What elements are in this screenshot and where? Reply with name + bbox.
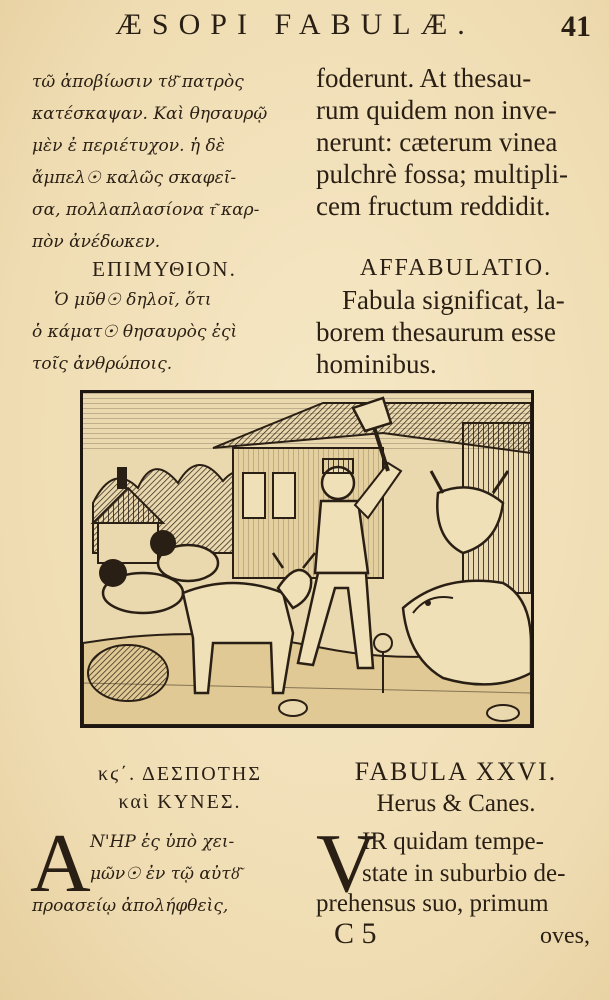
latin-dropcap: V [316,817,377,910]
latin-line: nerunt: cæterum vinea [316,127,558,157]
greek-line: προασείῳ ἀπολήφθεὶς, [32,896,229,916]
latin-upper-text [316,62,596,222]
latin-moral [316,252,596,380]
page-number: 41 [561,10,591,43]
latin-line: IR quidam tempe- [362,828,544,855]
greek-heading-line: καὶ ΚΥΝΕΣ. [118,791,242,813]
greek-upper-text [32,66,297,258]
greek-line: πὸν ἀνέδωκεν. [32,232,161,252]
latin-line: hominibus. [316,349,437,379]
greek-line: σα, πολλαπλασίονα τ͂ καρ- [32,200,260,220]
greek-line: Ν'ΗΡ ἐς ὑπὸ χει- [90,832,235,852]
signature-mark: C 5 [334,917,377,950]
greek-dropcap: A [30,817,91,910]
woodcut-drawing [83,393,531,725]
greek-line: τοῖς ἀνθρώποις. [32,354,173,374]
running-title: ÆSOPI FABULÆ. [115,8,475,41]
latin-line: rum quidem non inve- [316,95,557,125]
latin-line: pulchrè fossa; multipli- [316,159,568,189]
greek-line: μὲν ἐ περιέτυχον. ἡ δὲ [32,136,225,156]
latin-line: borem thesaurum esse [316,317,556,347]
latin-line: cem fructum reddidit. [316,191,551,221]
catchword: oves, [540,923,590,949]
greek-line: τῶ ἀποβίωσιν τȣ͂ πατρὸς [32,72,244,92]
latin-line: Fabula significat, la- [342,285,565,315]
greek-line: ὁ κάματ☉ θησαυρὸς ἐςὶ [32,322,238,342]
latin-fable-heading [316,756,596,820]
latin-fable-text [362,826,598,890]
latin-line: prehensus suo, primum [316,890,549,917]
greek-heading-line: κϛ΄. ΔΕΣΠΟΤΗΣ [98,763,262,785]
greek-line: κατέσκαψαν. Καὶ θησαυρῷ [32,104,268,124]
latin-line: foderunt. At thesau- [316,63,532,93]
greek-moral-heading: ΕΠΙΜΥΘΙΟΝ. [92,257,237,281]
greek-fable-heading [60,760,300,816]
greek-line: ἄμπελ☉ καλῶς σκαφεῖ- [32,168,237,188]
latin-line: state in suburbio de- [362,860,566,887]
greek-line: μῶν☉ ἐν τῷ αὐτȣ͂ [90,864,240,884]
greek-line: Ὁ μῦθ☉ δηλοῖ, ὅτι [54,290,212,310]
greek-moral [32,254,297,380]
latin-heading-line: FABULA XXVI. [354,757,558,786]
latin-heading-line: Herus & Canes. [376,790,536,817]
woodcut-illustration [80,390,534,728]
latin-moral-heading: AFFABULATIO. [359,255,553,281]
greek-fable-text [90,826,300,890]
